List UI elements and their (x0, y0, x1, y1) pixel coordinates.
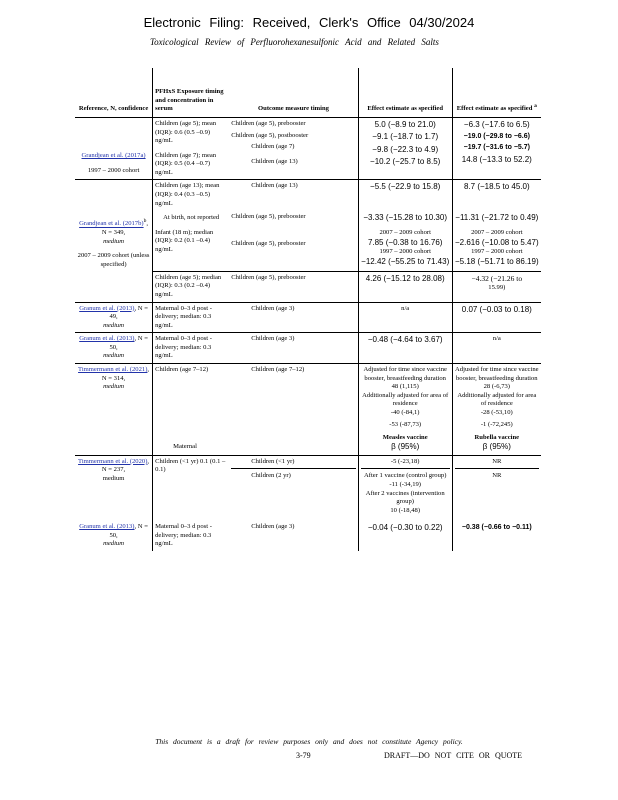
effect-value: 5.0 (−8.9 to 21.0) (374, 120, 436, 129)
table-row (75, 180, 541, 272)
cohort-label: 1997 – 2000 cohort (471, 248, 523, 256)
outcome-text: Children (age 5), prebooster (231, 239, 306, 247)
effect-value: 10 (-18,48) (390, 506, 421, 514)
outcome-cell (229, 455, 358, 517)
reference-n: , N = 314, (101, 365, 150, 382)
table-row (75, 455, 541, 517)
effect-text: Adjusted for time since vaccine booster, breastfeeding duration (455, 365, 539, 382)
draft-disclaimer: This document is a draft for review purposes only and does not constitute Agency policy. (155, 737, 463, 746)
outcome-text: Children (age 3) (251, 523, 295, 531)
reference-line (77, 305, 150, 322)
outcome-text: Children (age 13) (251, 182, 298, 190)
exposure-cell (153, 180, 230, 272)
effect-value: −9.8 (−22.3 to 4.9) (372, 144, 439, 154)
effect-1-cell (358, 333, 452, 364)
effect-1-cell (358, 302, 452, 333)
reference-link[interactable]: Timmermann et al. (2021) (78, 365, 148, 373)
effect-value: −3.33 (−15.28 to 10.30) (363, 212, 447, 222)
exposure-text: Maternal 0–3 d post -delivery; median: 0.3 ng/mL (155, 304, 212, 329)
effect-value: −11.31 (−21.72 to 0.49) (455, 212, 539, 222)
exposure-cell (153, 333, 230, 364)
effect-value: -53 (-87,73) (389, 421, 422, 429)
exposure-cell (153, 271, 230, 302)
reference-cell (75, 271, 153, 302)
effect-1-cell (358, 180, 452, 272)
outcome-cell (229, 118, 358, 180)
reference-cell (75, 333, 153, 364)
exposure-text: At birth, not reported (163, 214, 220, 222)
effect-value: 7.85 (−0.38 to 16.76) (367, 237, 443, 247)
reference-link[interactable]: Grandjean et al. (2017a) (81, 152, 146, 160)
effect-2-cell (452, 180, 541, 272)
table-header-row (75, 68, 541, 118)
header-effect-2-note: a (534, 103, 537, 110)
table-row (75, 363, 541, 455)
effect-value: −0.48 (−4.64 to 3.67) (367, 335, 443, 345)
outcome-cell (229, 363, 358, 455)
confidence-label: medium (103, 321, 124, 329)
reference-cell (75, 302, 153, 333)
effect-value: 4.26 (−15.12 to 28.08) (365, 273, 445, 283)
effect-2-cell (452, 363, 541, 455)
effect-1-cell (358, 271, 452, 302)
exposure-text: Maternal 0–3 d post -delivery; median: 0.3 ng/mL (155, 523, 212, 548)
effect-text: Additionally adjusted for area of residence (457, 391, 537, 408)
effect-value: −0.38 (−0.66 to −0.11) (461, 524, 532, 532)
document-subtitle: Toxicological Review of Perfluorohexanesulfonic Acid and Related Salts (150, 37, 439, 47)
exposure-text: Children (age 5); median (IQR): 0.3 (0.2 –0.4) ng/mL (155, 273, 222, 298)
confidence-label: medium (103, 540, 124, 548)
outcome-text: Children (age 3) (251, 304, 295, 312)
reference-cell (75, 118, 153, 180)
effect-value: −12.42 (−55.25 to 71.43) (361, 256, 450, 266)
effect-value: NR (455, 458, 539, 470)
effect-text: After 2 vaccines (intervention group) (365, 489, 445, 506)
outcome-cell (229, 302, 358, 333)
effect-value: −4.32 (−21.26 to (471, 273, 523, 283)
reference-link[interactable]: Granum et al. (2013) (79, 523, 135, 531)
reference-line (77, 458, 150, 475)
reference-link[interactable]: Timmermann et al. (2020) (78, 457, 148, 465)
outcome-cell (229, 271, 358, 302)
results-table (75, 68, 541, 551)
effect-value: −5.18 (−51.71 to 86.19) (454, 256, 539, 266)
exposure-text: Children (age 7–12) (155, 365, 209, 373)
effect-value: 8.7 (−18.5 to 45.0) (464, 182, 530, 192)
cohort-label: 1997 – 2000 cohort (87, 166, 140, 174)
exposure-text: Maternal 0–3 d post -delivery; median: 0.3 ng/mL (155, 335, 212, 360)
reference-link[interactable]: Grandjean et al. (2017b) (79, 220, 144, 228)
outcome-cell (229, 517, 358, 551)
confidence-label: medium (102, 474, 125, 482)
effect-text: Additionally adjusted for area of residence (362, 391, 449, 408)
outcome-text: Children (age 5), prebooster (231, 120, 306, 127)
reference-link[interactable]: Granum et al. (2013) (79, 335, 135, 343)
header-effect-2-text: Effect estimate as specified (456, 105, 533, 113)
header-pfhxs: PFHxS Exposure timing and concentration in serum (153, 68, 230, 118)
outcome-cell (229, 180, 358, 272)
effect-value: -5 (-23,18) (361, 458, 450, 470)
outcome-text: Children (age 7–12) (251, 365, 305, 373)
effect-value: 48 (1,115) (391, 383, 419, 391)
cohort-label: 1997 – 2000 cohort (379, 248, 431, 256)
effect-value: −0.04 (−0.30 to 0.22) (367, 523, 443, 533)
effect-2-cell (452, 333, 541, 364)
effect-value: 28 (-6,73) (483, 383, 510, 391)
reference-cell (75, 180, 153, 272)
effect-value: n/a (401, 304, 410, 312)
outcome-text: Children (2 yr) (251, 472, 291, 480)
effect-value: -40 (-84,1) (390, 408, 420, 416)
exposure-cell (153, 517, 230, 551)
effect-2-cell (452, 271, 541, 302)
effect-value: −19.7 (−31.6 to −5.7) (463, 144, 530, 152)
vaccine-label: Measles vaccine (382, 433, 428, 441)
outcome-text: Children (age 3) (251, 335, 295, 343)
reference-n: , N = 50, (109, 335, 148, 351)
vaccine-label: Rubella vaccine (474, 433, 520, 441)
effect-value: -28 (-53,10) (480, 408, 513, 416)
effect-1-cell (358, 517, 452, 551)
reference-line (77, 218, 150, 237)
table-row (75, 333, 541, 364)
exposure-text: Children (age 7); mean (IQR): 0.5 (0.4 –0.7) ng/mL (155, 151, 217, 176)
effect-value: -1 (-72,245) (480, 421, 513, 429)
header-outcome: Outcome measure timing (229, 68, 358, 118)
effect-1-cell (358, 363, 452, 455)
outcome-text: Children (age 5), prebooster (231, 273, 306, 281)
outcome-text: Children (<1 yr) (231, 458, 356, 470)
outcome-cell (229, 333, 358, 364)
confidence-label: medium (103, 237, 124, 245)
reference-line (77, 335, 150, 352)
effect-text: After 1 vaccine (control group) (364, 472, 447, 480)
table-row (75, 302, 541, 333)
effect-2-cell (452, 517, 541, 551)
effect-value: −5.5 (−22.9 to 15.8) (370, 182, 441, 192)
effect-value: n/a (492, 335, 501, 343)
reference-n: , N = 237, (101, 457, 150, 474)
effect-2-cell (452, 302, 541, 333)
effect-value: −2.616 (−10.08 to 5.47) (454, 237, 539, 247)
effect-value: NR (492, 472, 502, 480)
reference-footnote: b (143, 218, 147, 225)
filing-banner: Electronic Filing: Received, Clerk's Office 04/30/2024 (143, 15, 475, 30)
cohort-label: 2007 – 2009 cohort (unless specified) (77, 252, 150, 268)
effect-value: −19.0 (−29.8 to −6.6) (463, 133, 530, 141)
header-effect-1: Effect estimate as specified (358, 68, 452, 118)
table-row (75, 271, 541, 302)
exposure-cell (153, 302, 230, 333)
outcome-text: Children (age 13) (251, 157, 298, 165)
reference-n: , N = 349, (101, 220, 148, 237)
confidence-label: medium (103, 352, 124, 360)
effect-text: Adjusted for time since vaccine booster, breastfeeding duration (363, 365, 447, 382)
reference-n: , N = 49, (109, 304, 148, 321)
outcome-text: Children (age 7) (251, 143, 295, 151)
outcome-text: Children (age 5), postbooster (231, 131, 309, 139)
effect-value: 14.8 (−13.3 to 52.2) (461, 154, 532, 164)
exposure-text: Infant (18 m); median (IQR): 0.2 (0.1 –0.4) ng/mL (155, 228, 214, 253)
effect-value: −10.2 (−25.7 to 8.5) (370, 157, 441, 167)
outcome-text: Children (age 5), prebooster (231, 212, 306, 220)
confidence-label: medium (103, 383, 124, 391)
reference-cell (75, 455, 153, 517)
reference-line (77, 366, 150, 383)
reference-link[interactable]: Granum et al. (2013) (79, 304, 135, 312)
effect-value: −6.3 (−17.6 to 6.5) (463, 120, 530, 129)
beta-label: β (95%) (482, 442, 511, 452)
exposure-text: Maternal (173, 442, 197, 450)
effect-value: −9.1 (−18.7 to 1.7) (372, 132, 439, 142)
header-effect-2 (452, 68, 541, 118)
effect-value: -11 (-34,19) (389, 480, 421, 488)
cohort-label: 2007 – 2009 cohort (471, 229, 523, 237)
effect-2-cell (452, 455, 541, 517)
reference-n: , N = 50, (109, 523, 148, 539)
effect-value: 0.07 (−0.03 to 0.18) (461, 304, 532, 314)
effect-2-cell (452, 118, 541, 180)
effect-1-cell (358, 455, 452, 517)
beta-label: β (95%) (391, 442, 420, 452)
exposure-text: Children (age 5); mean (IQR): 0.6 (0.5 –0.9) ng/mL (155, 120, 217, 145)
exposure-cell (153, 118, 230, 180)
header-reference: Reference, N, confidence (75, 68, 153, 118)
table-row (75, 517, 541, 551)
effect-value: 15.99) (488, 283, 506, 291)
exposure-cell (153, 363, 230, 455)
page-number: 3-79 (296, 751, 311, 760)
draft-label: DRAFT—DO NOT CITE OR QUOTE (384, 751, 523, 760)
exposure-cell (153, 455, 230, 517)
reference-cell (75, 517, 153, 551)
reference-line (77, 523, 150, 540)
reference-cell (75, 363, 153, 455)
table-row (75, 118, 541, 180)
exposure-text: Children (age 13); mean (IQR): 0.4 (0.3 –0.5) ng/mL (155, 182, 220, 207)
cohort-label: 2007 – 2009 cohort (379, 229, 431, 237)
exposure-text: Children (<1 yr) 0.1 (0.1 –0.1) (155, 457, 226, 474)
effect-1-cell (358, 118, 452, 180)
